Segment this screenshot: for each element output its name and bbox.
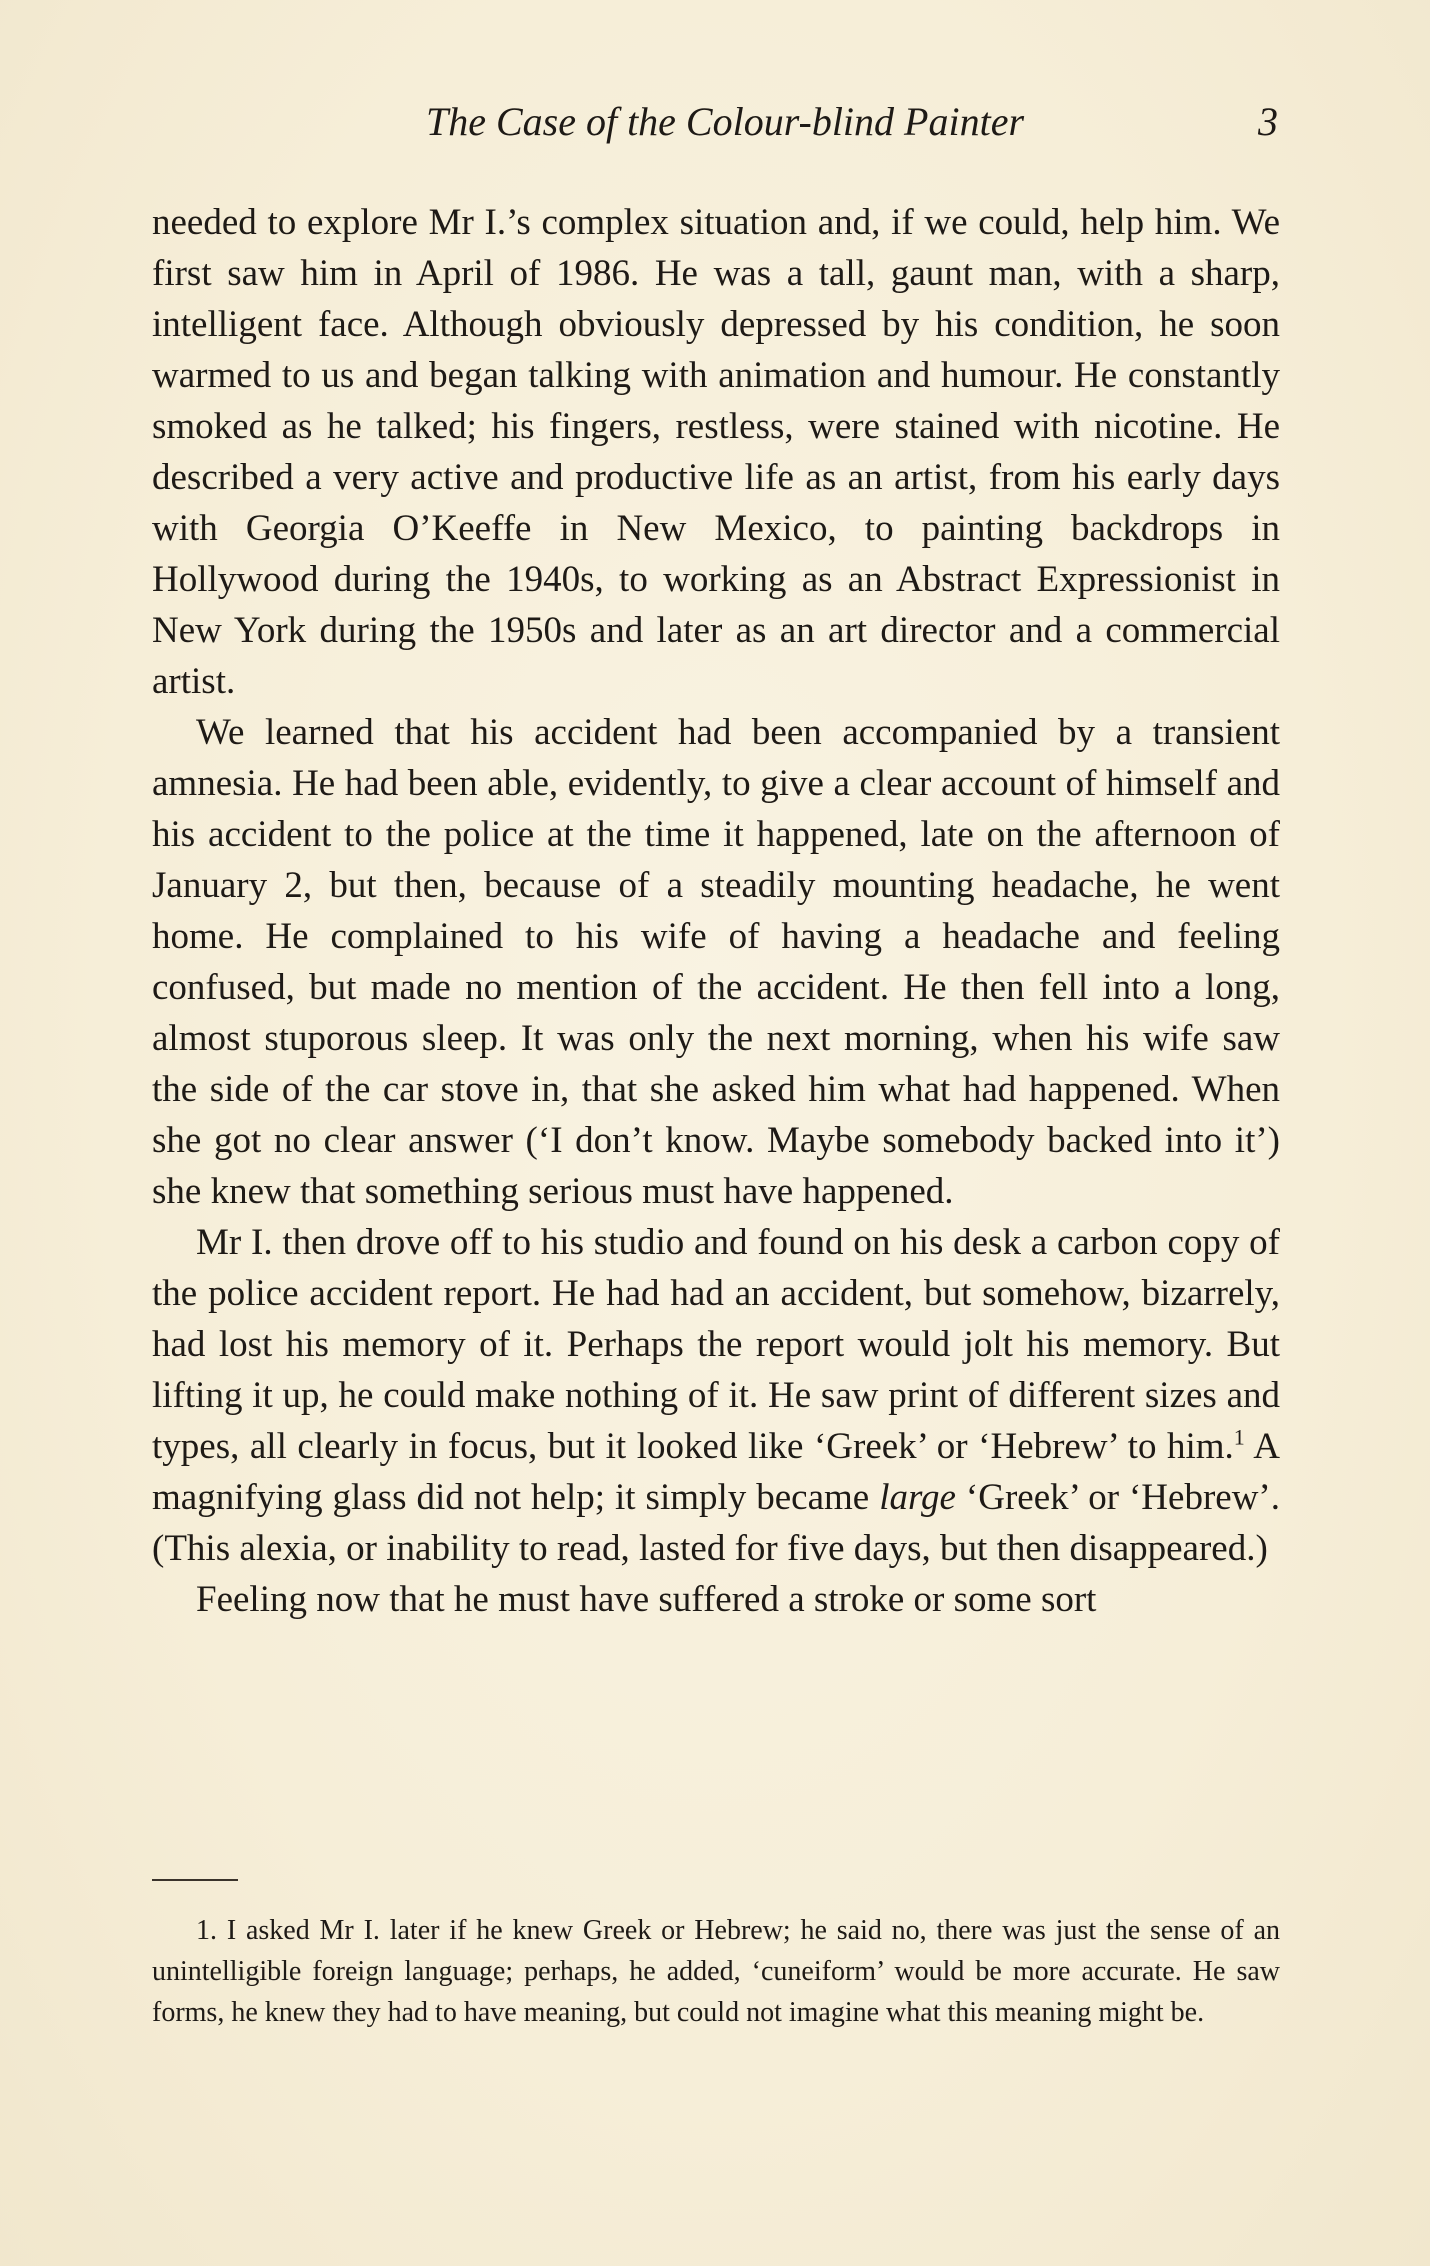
body-text [152,197,1280,1625]
emphasized-word: large [879,1477,956,1518]
paragraph-3-tail: ‘Greek’ or ‘Hebrew’. (This alexia, or inability to read, lasted for five days, but then disappeared.) [152,1477,1280,1569]
paragraph-1: needed to explore Mr I.’s complex situation and, if we could, help him. We first saw him in April of 1986. He was a tall, gaunt man, with a sharp, intelligent face. Although obviously depressed by his condition, he soon warmed to us and began talking with animation and humour. He constantly smoked as he talked; his fingers, restless, were stained with nicotine. He described a very active and productive life as an artist, from his early days with Georgia O’Keeffe in New Mexico, to painting backdrops in Hollywood during the 1940s, to working as an Abstract Expressionist in New York during the 1950s and later as an art director and a commercial artist. [152,202,1280,702]
running-head [152,92,1278,152]
paragraph-3 [152,1217,1280,1574]
page-number: 3 [1258,99,1278,144]
paragraph-2: We learned that his accident had been accompanied by a transient amnesia. He had been able, evidently, to give a clear account of himself and his accident to the police at the time it happened, late on the afternoon of January 2, but then, because of a steadily mounting headache, he went home. He complained to his wife of having a headache and feeling confused, but made no mention of the accident. He then fell into a long, almost stuporous sleep. It was only the next morning, when his wife saw the side of the car stove in, that she asked him what had happened. When she got no clear answer (‘I don’t know. Maybe somebody backed into it’) she knew that something serious must have happened. [152,712,1280,1212]
running-title: The Case of the Colour-blind Painter [425,99,1025,144]
paragraph-4: Feeling now that he must have suffered a stroke or some sort [196,1579,1097,1620]
paragraph-3-text: Mr I. then drove off to his studio and found on his desk a carbon copy of the police accident report. He had had an accident, but somehow, bizarrely, had lost his memory of it. Perhaps the report would jolt his memory. But lifting it up, he could make nothing of it. He saw print of different sizes and types, all clearly in focus, but it looked like ‘Greek’ or ‘Hebrew’ to him. [152,1222,1280,1467]
footnote-marker: 1 [1233,1424,1245,1450]
footnote: 1. I asked Mr I. later if he knew Greek or Hebrew; he said no, there was just the sense of an unintelligible foreign language; perhaps, he added, ‘cuneiform’ would be more accurate. He saw forms, he knew they had to have meaning, but could not imagine what this meaning might be. [152,1915,1280,2028]
paragraph-3-continued: A magnifying glass did not help; it simply became [152,1426,1280,1518]
footnote-rule [152,1879,238,1881]
